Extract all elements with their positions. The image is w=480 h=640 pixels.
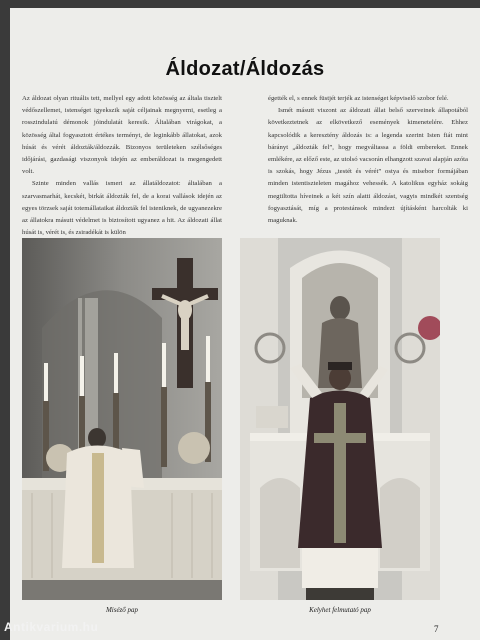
page-title: Áldozat/Áldozás — [165, 58, 325, 80]
paragraph: Ismét másutt viszont az áldozati állat belső szerveinek állapotából következtetnek az elkövetkező események kimenetelére. Ehhez kapcsolódik a keresztény áldozás is: a legenda szerint Isten fiát mint bárányt „áldozták fel”, hogy megváltassa a földi embereket. Ennek emlékére, az előző este, az utolsó vacsorán elhangzott szavai alapján azóta is szokás, hogy Jézus „testét és vérét” ostya és misebor formájában minden istentiszteleten magához vehessék. A katolikus egyház sokáig megtiltotta híveinek a két szín alatti áldozást, vagyis mindkét szentség fogyasztását, míg a protestánsok mindezt újításként harcolták ki maguknak. — [268, 107, 468, 225]
paragraph: égették el, s ennek füstjét terjék az istenséget képviselő szobor felé. — [268, 95, 449, 102]
right-text-column — [268, 93, 468, 227]
caption-right: Kelyhet felmutató pap — [309, 606, 371, 614]
photo-priest-raising-chalice — [240, 238, 440, 600]
chalice-illustration — [240, 238, 440, 600]
photo-priest-at-altar — [22, 238, 222, 600]
page-number: 7 — [434, 624, 439, 634]
book-page — [10, 8, 480, 640]
altar-illustration — [22, 238, 222, 600]
caption-left: Miséző pap — [105, 606, 139, 614]
paragraph: Az áldozat olyan rituális tett, mellyel egy adott közösség az általa tisztelt védőszellemet, istenséget igyekszik saját céljainak megnyerni, esetleg a rosszindulatú démonok jóindulatát keresik. Általában virágokat, a közösség által fogyasztott értékes terményt, de leginkább állatokat, azok húsát és vérét áldozták/áldozzák. Bizonyos területeken szélsőséges időjárási, gazdasági viszonyok idején az emberáldozat is megengedett volt. — [22, 95, 222, 176]
watermark-logo: Antikvarium.hu — [4, 620, 99, 634]
paragraph: Szinte minden vallás ismeri az állatáldozatot: általában a szarvasmarhát, kecskét, birkát áldozták fel, de a korai vallások idején az egyes törzsek saját totemállataikat áldozták fel isteniknek, de ugyanezekre az állatokra másutt védelmet is biztosított ugyanez a hit. Az áldozati állat húsát is, vérét is, és zsiradékát is külön — [22, 180, 222, 237]
left-text-column — [22, 93, 222, 239]
